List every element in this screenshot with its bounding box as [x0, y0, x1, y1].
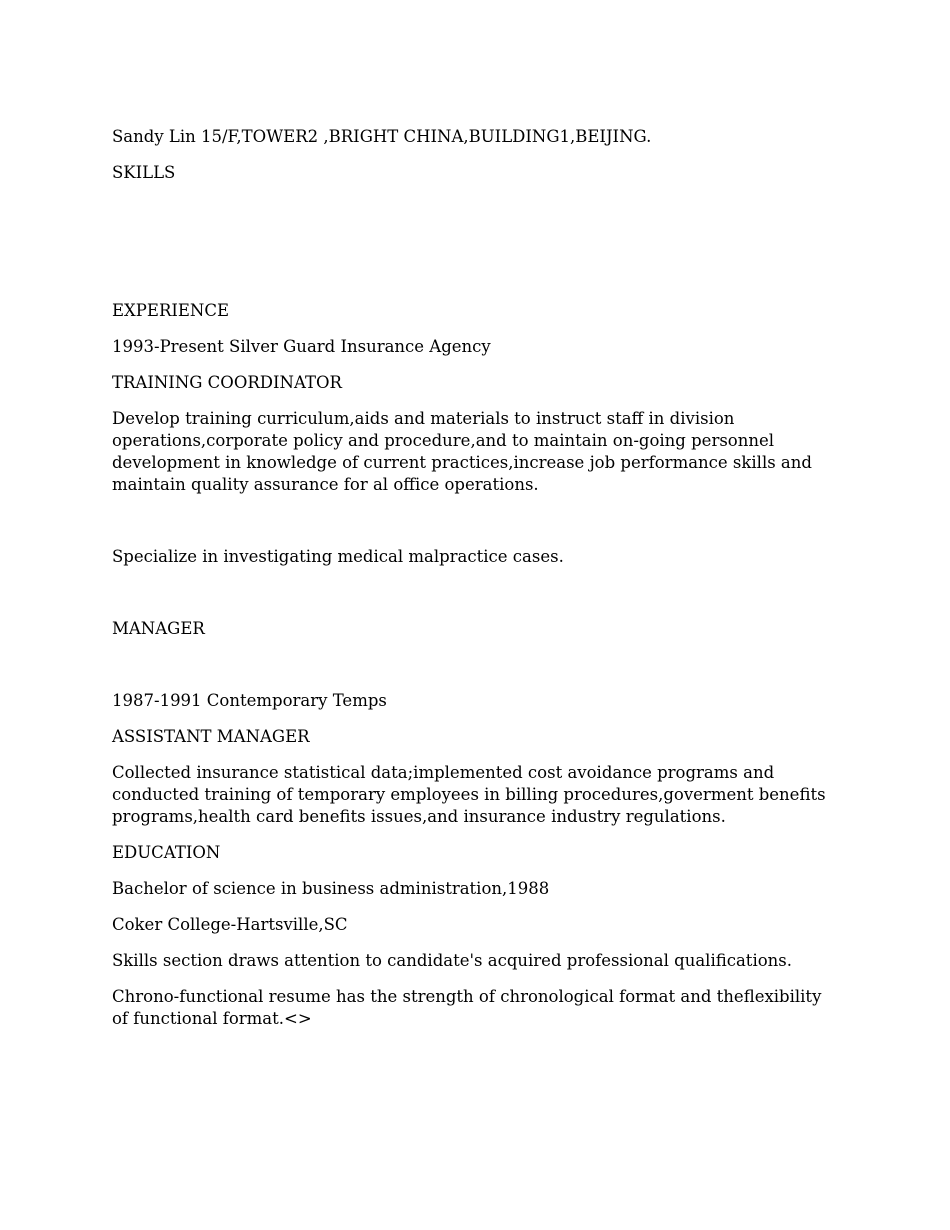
job2-description: Collected insurance statistical data;implemented cost avoidance programs and conducted training of temporary employees in billing procedures,goverment benefits programs,health card benefits issues,and insurance industry regulations.: [112, 763, 826, 826]
job1-description: Develop training curriculum,aids and materials to instruct staff in division operations,corporate policy and procedure,and to maintain on-going personnel development in knowledge of current practices,increase job performance skills and maintain quality assurance for al office operations.: [112, 409, 812, 494]
job1-specialty: Specialize in investigating medical malpractice cases.: [112, 547, 564, 566]
resume-document: [112, 126, 840, 1044]
header-line: Sandy Lin 15/F,TOWER2 ,BRIGHT CHINA,BUILDING1,BEIJING.: [112, 127, 652, 146]
job2-dates-company: 1987-1991 Contemporary Temps: [112, 691, 387, 710]
manager-title: MANAGER: [112, 619, 205, 638]
skills-empty-space: [112, 198, 840, 300]
job1-dates-company: 1993-Present Silver Guard Insurance Agency: [112, 337, 491, 356]
job2-title: ASSISTANT MANAGER: [112, 727, 310, 746]
blank-line: [112, 654, 840, 690]
job1-title: TRAINING COORDINATOR: [112, 373, 342, 392]
skills-heading: SKILLS: [112, 163, 176, 182]
blank-line: [112, 510, 840, 546]
note-skills-section: Skills section draws attention to candidate's acquired professional qualifications.: [112, 951, 792, 970]
degree: Bachelor of science in business administration,1988: [112, 879, 550, 898]
note-chrono-functional: Chrono-functional resume has the strength of chronological format and theflexibility of functional format.<>: [112, 987, 822, 1028]
education-heading: EDUCATION: [112, 843, 221, 862]
experience-heading: EXPERIENCE: [112, 301, 230, 320]
blank-line: [112, 582, 840, 618]
school: Coker College-Hartsville,SC: [112, 915, 348, 934]
